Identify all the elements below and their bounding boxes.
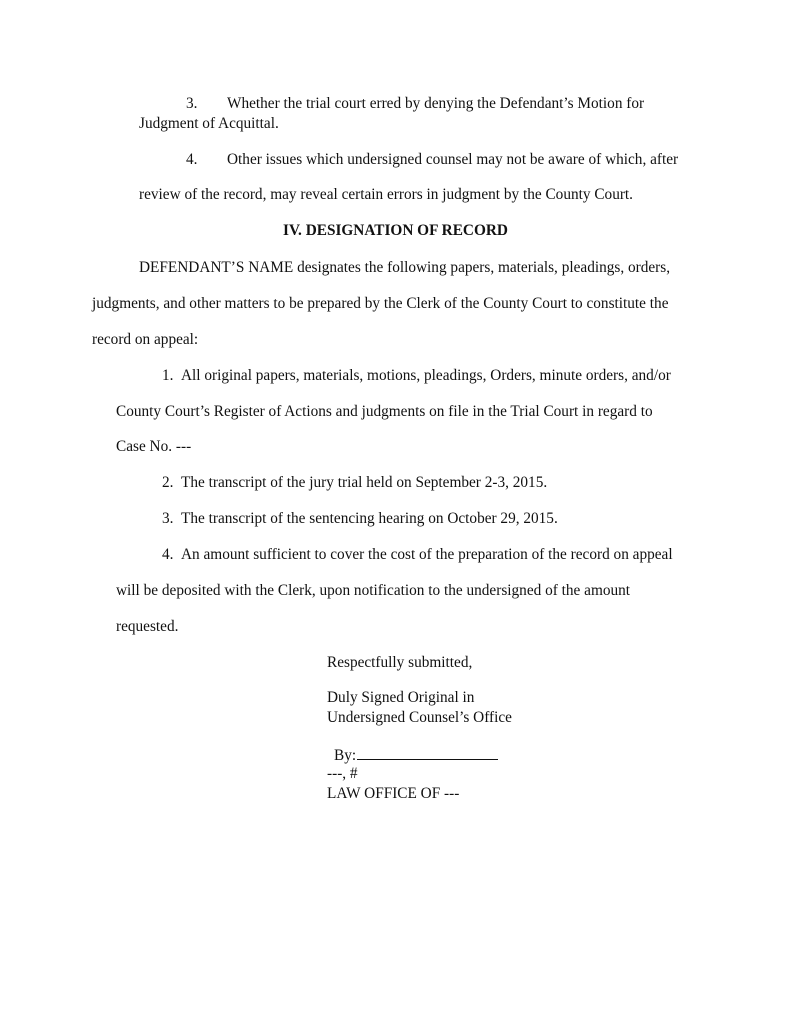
record-item-number: 4.	[162, 546, 174, 563]
record-item-4-line-1	[162, 546, 673, 564]
signature-rule	[357, 745, 498, 760]
law-firm: LAW OFFICE OF ---	[327, 785, 460, 802]
issue-text: Whether the trial court erred by denying the Defendant’s Motion for	[227, 95, 645, 112]
record-item-3	[162, 510, 558, 528]
record-item-number: 2.	[162, 474, 174, 491]
record-item-1-line-3: Case No. ---	[116, 438, 192, 455]
intro-line: DEFENDANT’S NAME designates the following papers, materials, pleadings, orders,	[139, 259, 671, 276]
signed-note-line-2: Undersigned Counsel’s Office	[327, 709, 512, 726]
record-item-number: 3.	[162, 510, 174, 527]
record-item-4-line-2: will be deposited with the Clerk, upon notification to the undersigned of the amount	[116, 582, 631, 599]
record-item-number: 1.	[162, 367, 174, 384]
intro-line: judgments, and other matters to be prepared by the Clerk of the County Court to constitute the	[92, 295, 669, 312]
signature-line	[334, 745, 498, 765]
issue-3-line-1	[186, 95, 644, 113]
record-item-4-line-3: requested.	[116, 618, 179, 635]
by-label: By:	[334, 747, 357, 764]
attorney-name: ---, #	[327, 765, 358, 782]
record-item-1-line-1	[162, 367, 671, 385]
signed-note-line-1: Duly Signed Original in	[327, 689, 475, 706]
record-item-text: The transcript of the sentencing hearing on October 29, 2015.	[181, 510, 558, 527]
issue-number: 4.	[186, 151, 198, 168]
issue-3-line-2: Judgment of Acquittal.	[139, 115, 279, 132]
record-item-text: An amount sufficient to cover the cost of the preparation of the record on appeal	[181, 546, 673, 563]
section-heading: IV. DESIGNATION OF RECORD	[283, 222, 508, 239]
closing: Respectfully submitted,	[327, 654, 473, 671]
issue-4-line-2: review of the record, may reveal certain errors in judgment by the County Court.	[139, 186, 634, 203]
record-item-text: All original papers, materials, motions, pleadings, Orders, minute orders, and/or	[181, 367, 671, 384]
record-item-2	[162, 474, 547, 492]
record-item-text: The transcript of the jury trial held on September 2-3, 2015.	[181, 474, 548, 491]
issue-number: 3.	[186, 95, 198, 112]
record-item-1-line-2: County Court’s Register of Actions and judgments on file in the Trial Court in regard to	[116, 403, 653, 420]
issue-text: Other issues which undersigned counsel may not be aware of which, after	[227, 151, 679, 168]
issue-4-line-1	[186, 151, 678, 169]
intro-line: record on appeal:	[92, 331, 199, 348]
